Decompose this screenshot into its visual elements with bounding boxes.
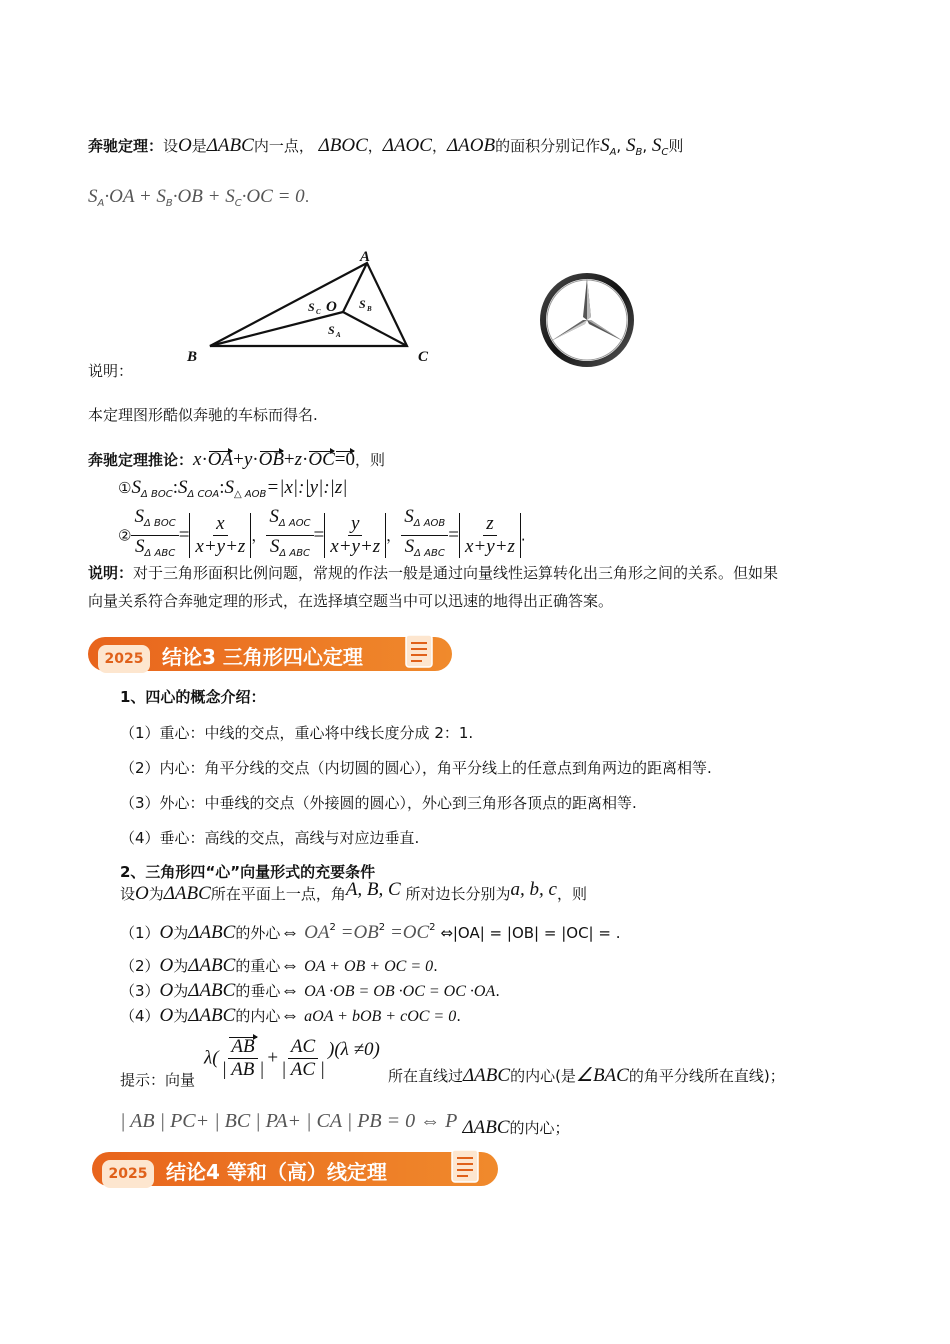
area-label-sb: S	[359, 297, 366, 311]
svg-text:B: B	[367, 305, 372, 313]
list-item: （1）重心：中线的交点，重心将中线长度分成 2：1.	[120, 724, 474, 742]
condition-incenter: （4）O为ΔABC的内心⇔ aOA + bOB + cOC = 0.	[120, 1005, 462, 1026]
note-text: 本定理图形酷似奔驰的车标而得名.	[88, 406, 318, 424]
triangle-figure	[180, 245, 450, 370]
section2-heading: 2、三角形四“心”向量形式的充要条件	[120, 863, 376, 881]
point-label-o: O	[326, 299, 337, 315]
note-label: 说明：	[88, 362, 134, 380]
section1-heading: 1、四心的概念介绍：	[120, 688, 266, 706]
section-banner-conclusion-4	[92, 1152, 498, 1186]
benz-label: 奔驰定理：	[88, 137, 164, 155]
hint-label: 提示：向量	[120, 1071, 196, 1089]
hint-text: 所在直线过ΔABC的内心(是∠BAC的角平分线所在直线)；	[388, 1065, 785, 1086]
banner-title: 结论4 等和（高）线定理	[166, 1160, 387, 1184]
condition-centroid: （2）O为ΔABC的重心⇔ OA + OB + OC = 0.	[120, 955, 438, 976]
note2-line1: 说明：对于三角形面积比例问题，常规的作法一般是通过向量线性运算转化出三角形之间的关系。但如果	[88, 564, 779, 582]
condition-orthocenter: （3）O为ΔABC的垂心⇔ OA ·OB = OB ·OC = OC ·OA.	[120, 980, 500, 1001]
vertex-label-b: B	[187, 349, 198, 365]
corollary-item-2: ② $\frac{S_{\Delta BOC}}{S_{\Delta ABC}}$ = $\frac{x}{x+y+z}$ ， $\frac{S_{\Delta AOC}}{S_{\Delta ABC}}$ = $\frac{y}{x+y+z}$ ， $\frac{S_{\Delta AOB}}{S_{\Delta ABC}}$ = $\frac{z}{x+y+z}$ .	[118, 506, 526, 559]
incenter-formula: | AB | PC+ | BC | PA+ | CA | PB = 0 ⇔ P ΔABC的内心；	[120, 1110, 570, 1138]
area-label-sc: S	[308, 300, 315, 314]
list-item: （4）垂心：高线的交点，高线与对应边垂直.	[120, 829, 420, 847]
svg-text:A: A	[336, 331, 341, 339]
benz-formula: $S_A\cdot OA + S_B\cdot OB + S_C\cdot OC = 0$.	[88, 186, 310, 209]
area-label-sa: S	[328, 323, 335, 337]
corollary-item-1: $①S_{\Delta BOC}:S_{\Delta COA}:S_{\triangle AOB}=|x|:|y|:|z|$	[118, 477, 348, 500]
section2-intro: 设O为ΔABC所在平面上一点，角A, B, C 所对边长分别为a, b, c，则	[120, 879, 587, 904]
condition-circumcenter: （1）O为ΔABC的外心⇔ $OA^2 =OB^2 =OC^2$ ⇔|OA| = |OB| = |OC| = .	[120, 922, 621, 943]
list-item: （3）外心：中垂线的交点（外接圆的圆心），外心到三角形各顶点的距离相等.	[120, 794, 637, 812]
mercedes-logo-icon	[538, 271, 636, 369]
note2-line2: 向量关系符合奔驰定理的形式，在选择填空题当中可以迅速的地得出正确答案。	[88, 592, 614, 610]
notebook-icon	[448, 1146, 484, 1186]
year-badge: 2025	[102, 1160, 154, 1188]
hint-vector: λ( $\frac{AB}{| AB |}$ + $\frac{AC}{| AC |}$ )(λ ≠0)	[204, 1036, 380, 1080]
corollary-label: 奔驰定理推论：	[88, 451, 194, 469]
corollary-statement: 奔驰定理推论：x·OA+y·OB+z·OC=0，则	[88, 449, 386, 470]
benz-theorem-statement: 奔驰定理：设O是ΔABC内一点， ΔBOC，ΔAOC，ΔAOB的面积分别记作$S_A$, $S_B$, $S_C$则	[88, 135, 684, 158]
notebook-icon	[402, 631, 438, 671]
vertex-label-a: A	[360, 249, 371, 265]
vertex-label-c: C	[418, 349, 429, 365]
section-banner-conclusion-3	[88, 637, 452, 671]
list-item: （2）内心：角平分线的交点（内切圆的圆心），角平分线上的任意点到角两边的距离相等.	[120, 759, 712, 777]
banner-title: 结论3 三角形四心定理	[162, 645, 363, 669]
svg-text:C: C	[316, 308, 321, 316]
year-badge: 2025	[98, 645, 150, 673]
